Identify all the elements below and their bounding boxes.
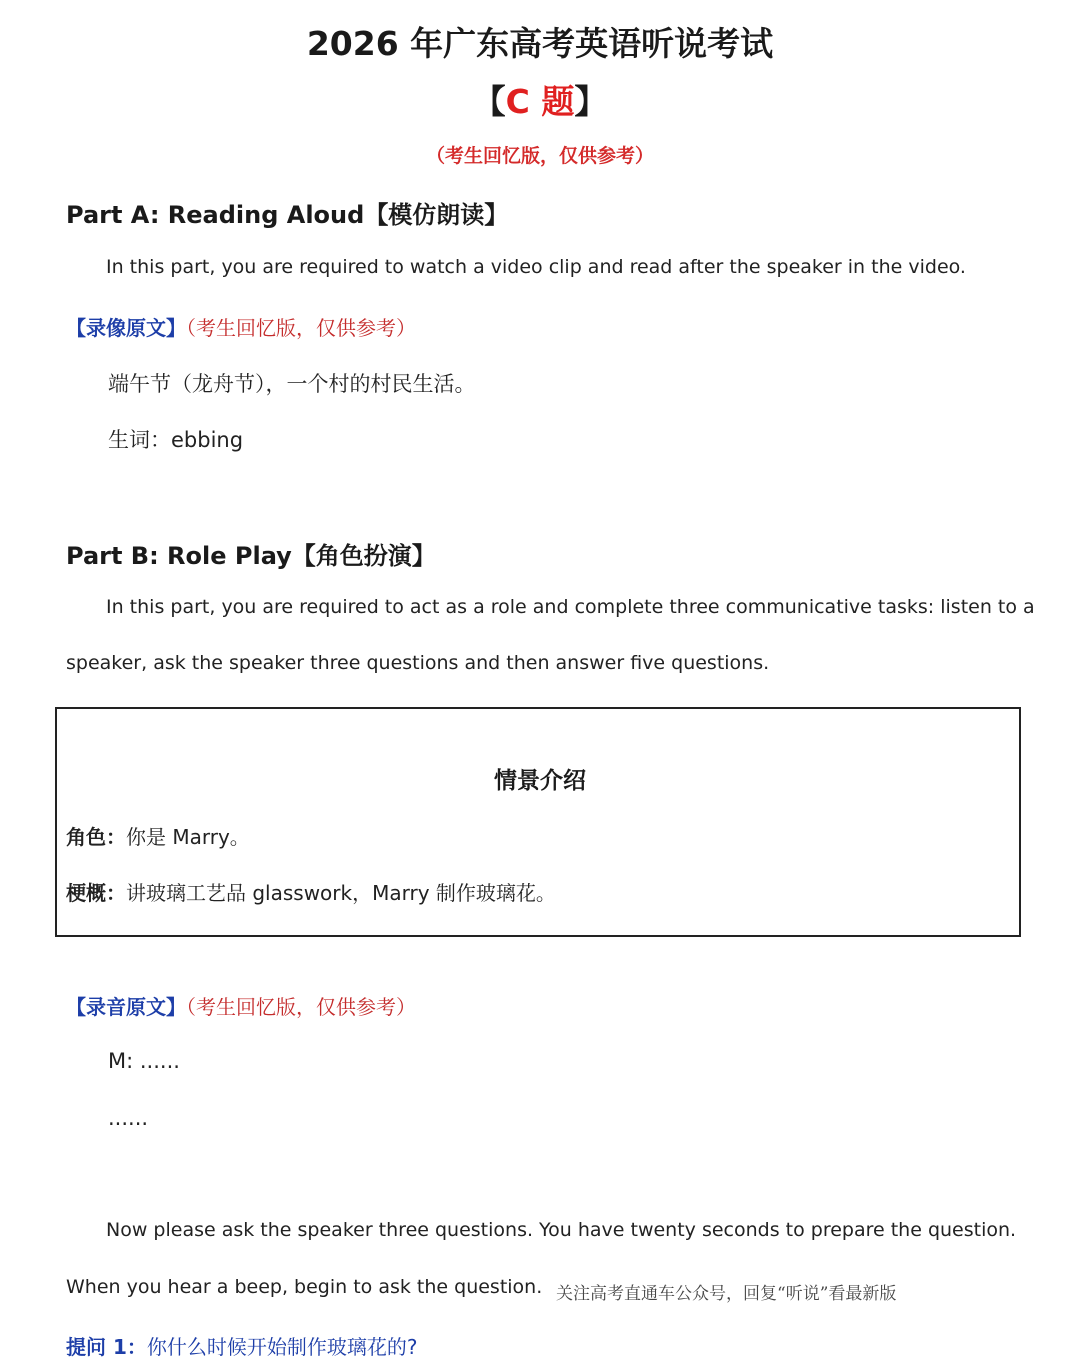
transcript-line-1: M: ......	[108, 1049, 180, 1073]
audio-transcript-label: 【录音原文】	[66, 995, 186, 1019]
part-b-instruction-line2: speaker, ask the speaker three questions and then answer five questions.	[66, 652, 770, 674]
part-b-source-label	[66, 991, 416, 1020]
part-b-instruction-line1: In this part, you are required to act as a role and complete three communicative tasks: listen to a	[106, 596, 1035, 618]
exam-variant	[0, 76, 1080, 123]
variant-letter: C 题	[505, 82, 575, 121]
audio-transcript-note: （考生回忆版，仅供参考）	[186, 995, 416, 1019]
question-1	[66, 1331, 418, 1360]
ask-instruction-line1: Now please ask the speaker three questions. You have twenty seconds to prepare the question.	[106, 1219, 1017, 1241]
variant-bracket-close: 】	[574, 82, 608, 121]
scenario-title: 情景介绍	[494, 768, 586, 794]
variant-bracket-open: 【	[472, 82, 506, 121]
part-a-instruction: In this part, you are required to watch a video clip and read after the speaker in the video.	[106, 256, 966, 278]
part-a-vocab-line: 生词：ebbing	[108, 428, 244, 452]
scenario-role-value: 你是 Marry。	[126, 825, 250, 849]
part-b-heading: Part B: Role Play【角色扮演】	[66, 542, 436, 570]
part-a-heading: Part A: Reading Aloud【模仿朗读】	[66, 201, 509, 229]
part-a-source-label	[66, 312, 416, 341]
video-transcript-label: 【录像原文】	[66, 316, 186, 340]
watermark-text: 关注高考直通车公众号，回复“听说”看最新版	[556, 1284, 897, 1304]
page-subtitle: （考生回忆版，仅供参考）	[425, 145, 654, 167]
scenario-summary	[66, 877, 556, 906]
scenario-role	[66, 821, 250, 850]
question-1-text: 你什么时候开始制作玻璃花的?	[146, 1335, 418, 1359]
scenario-summary-key: 梗概：	[66, 881, 126, 905]
question-1-label: 提问 1：	[66, 1335, 147, 1359]
video-transcript-note: （考生回忆版，仅供参考）	[186, 316, 416, 340]
transcript-line-2: ......	[108, 1106, 149, 1130]
ask-instruction-line2: When you hear a beep, begin to ask the question.	[66, 1276, 543, 1298]
part-a-content-line: 端午节（龙舟节），一个村的村民生活。	[108, 372, 476, 396]
scenario-role-key: 角色：	[66, 825, 126, 849]
page-title: 2026 年广东高考英语听说考试	[306, 24, 774, 63]
scenario-summary-value: 讲玻璃工艺品 glasswork，Marry 制作玻璃花。	[126, 881, 556, 905]
